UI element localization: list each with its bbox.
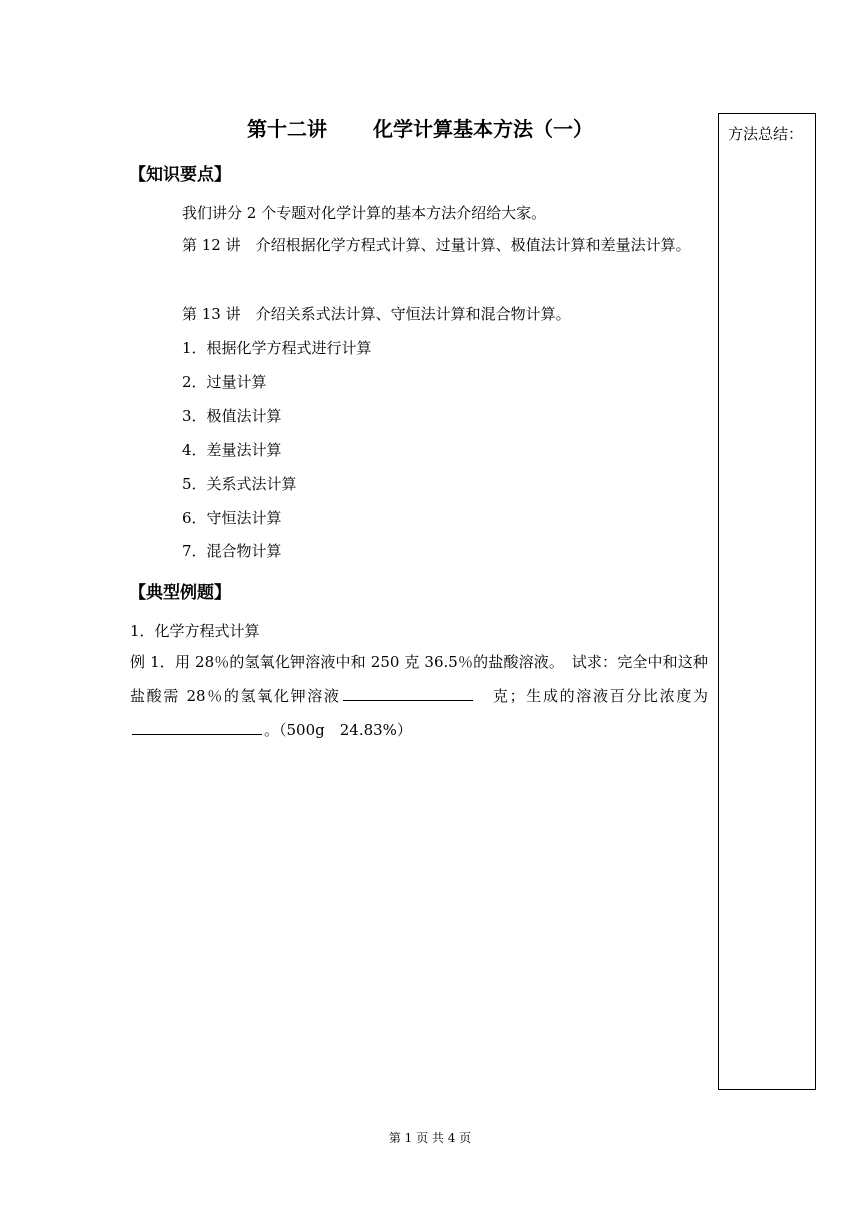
- title-lecture-number: 第十二讲: [247, 117, 327, 141]
- list-item: 5．关系式法计算: [182, 475, 297, 493]
- list-item: 4．差量法计算: [182, 441, 282, 459]
- list-item: 2．过量计算: [182, 373, 267, 391]
- example-1-text-middle: 克；生成的溶液百分比浓度为: [474, 687, 708, 705]
- page-footer: 第 1 页 共 4 页: [388, 1131, 472, 1145]
- answer-blank-2[interactable]: [132, 720, 262, 735]
- page-title: [130, 113, 710, 142]
- method-summary-label: 方法总结：: [728, 125, 804, 143]
- example-1-text-start: 例 1．用 28％的氢氧化钾溶液中和 250 克 36.5％的盐酸溶液。 试求：完全中和这种盐酸需 28％的氢氧化钾溶液: [130, 653, 708, 705]
- example-1-paragraph: [130, 645, 708, 747]
- lecture-13-paragraph: 第 13 讲 介绍关系式法计算、守恒法计算和混合物计算。: [182, 305, 571, 323]
- answer-blank-1[interactable]: [343, 686, 473, 701]
- title-topic: 化学计算基本方法（一）: [373, 117, 593, 141]
- example-1-text-end: 。（500g 24.83%）: [264, 721, 412, 739]
- lecture-12-paragraph: 第 12 讲 介绍根据化学方程式计算、过量计算、极值法计算和差量法计算。: [182, 236, 691, 254]
- list-item: 7．混合物计算: [182, 542, 282, 560]
- section-heading-examples: 【典型例题】: [129, 583, 231, 603]
- example-subheading: 1．化学方程式计算: [130, 622, 260, 640]
- list-item: 3．极值法计算: [182, 407, 282, 425]
- method-summary-box: [718, 113, 816, 1090]
- intro-paragraph: 我们讲分 2 个专题对化学计算的基本方法介绍给大家。: [182, 204, 547, 222]
- section-heading-key-points: 【知识要点】: [129, 165, 231, 185]
- list-item: 1．根据化学方程式进行计算: [182, 339, 372, 357]
- list-item: 6．守恒法计算: [182, 509, 282, 527]
